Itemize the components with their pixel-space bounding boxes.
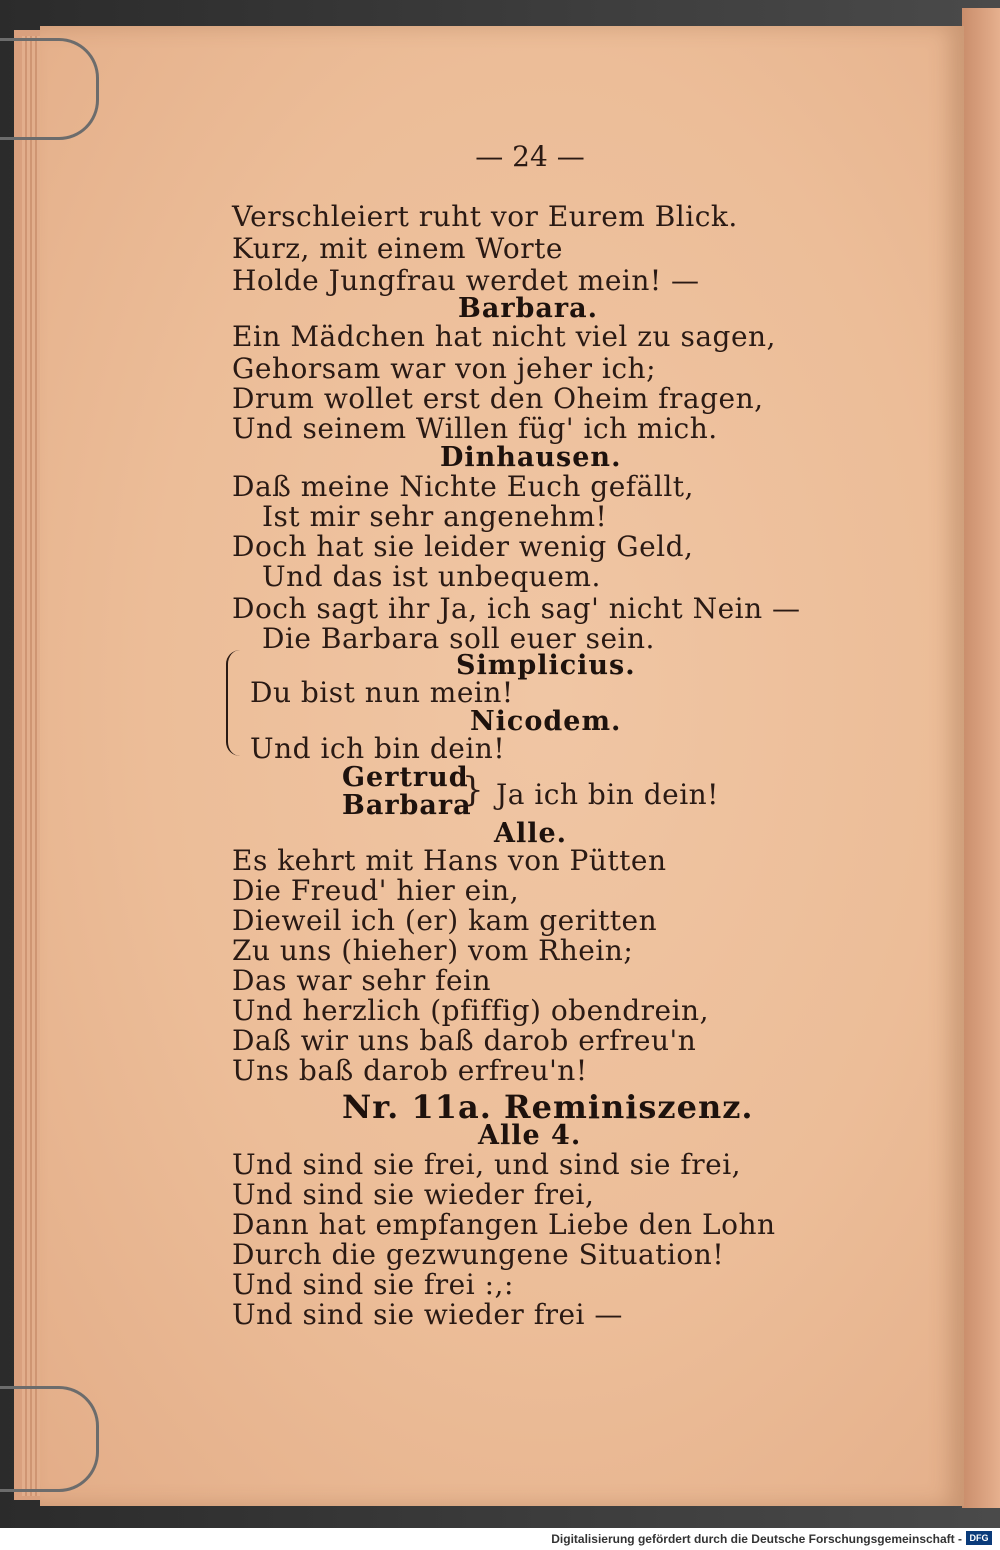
page-number: — 24 —	[475, 140, 585, 173]
text-line: Doch sagt ihr Ja, ich sag' nicht Nein —	[232, 592, 801, 625]
brace-left	[226, 650, 242, 756]
text-line: Verschleiert ruht vor Eurem Blick.	[232, 200, 738, 233]
clip-top	[0, 38, 99, 140]
speaker-label: Dinhausen.	[440, 442, 622, 473]
text-line: Dieweil ich (er) kam geritten	[232, 904, 658, 937]
speaker-label: Gertrud	[342, 762, 469, 793]
text-line: Die Freud' hier ein,	[232, 874, 520, 907]
text-line: Ist mir sehr angenehm!	[262, 500, 608, 533]
text-line: Du bist nun mein!	[250, 676, 514, 709]
text-line: Kurz, mit einem Worte	[232, 232, 563, 265]
speaker-label: Barbara	[342, 790, 472, 821]
text-line: Das war sehr fein	[232, 964, 492, 997]
text-line: Durch die gezwungene Situation!	[232, 1238, 725, 1271]
text-line: Die Barbara soll euer sein.	[262, 622, 655, 655]
text-line: Und ich bin dein!	[250, 732, 506, 765]
brace-right: }	[462, 770, 484, 810]
text-line: Holde Jungfrau werdet mein! —	[232, 264, 700, 297]
text-line: Gehorsam war von jeher ich;	[232, 352, 657, 385]
section-heading: Nr. 11a. Reminiszenz.	[342, 1088, 754, 1126]
speaker-label: Alle.	[494, 818, 568, 849]
page-stack-right	[962, 8, 1000, 1508]
text-line: Und seinem Willen füg' ich mich.	[232, 412, 718, 445]
text-line: Doch hat sie leider wenig Geld,	[232, 530, 694, 563]
text-line: Dann hat empfangen Liebe den Lohn	[232, 1208, 776, 1241]
text-line: Daß meine Nichte Euch gefällt,	[232, 470, 694, 503]
text-line: Und sind sie wieder frei —	[232, 1298, 623, 1331]
speaker-label: Simplicius.	[456, 650, 636, 681]
dfg-logo-icon: DFG	[966, 1531, 992, 1545]
text-line: Daß wir uns baß darob erfreu'n	[232, 1024, 697, 1057]
text-line: Ja ich bin dein!	[496, 778, 719, 811]
speaker-label: Nicodem.	[470, 706, 622, 737]
text-line: Zu uns (hieher) vom Rhein;	[232, 934, 634, 967]
speaker-label: Alle 4.	[478, 1120, 582, 1151]
text-line: Und das ist unbequem.	[262, 560, 601, 593]
text-line: Drum wollet erst den Oheim fragen,	[232, 382, 764, 415]
text-line: Und sind sie frei :,:	[232, 1268, 514, 1301]
book-edge-pages	[22, 36, 42, 1496]
clip-bottom	[0, 1386, 99, 1492]
text-line: Und herzlich (pfiffig) obendrein,	[232, 994, 709, 1027]
text-line: Ein Mädchen hat nicht viel zu sagen,	[232, 320, 776, 353]
text-line: Und sind sie frei, und sind sie frei,	[232, 1148, 742, 1181]
text-line: Uns baß darob erfreu'n!	[232, 1054, 588, 1087]
speaker-label: Barbara.	[458, 293, 599, 324]
footer-credit: Digitalisierung gefördert durch die Deutsche Forschungsgemeinschaft -	[551, 1532, 962, 1546]
text-line: Und sind sie wieder frei,	[232, 1178, 595, 1211]
text-line: Es kehrt mit Hans von Pütten	[232, 844, 667, 877]
